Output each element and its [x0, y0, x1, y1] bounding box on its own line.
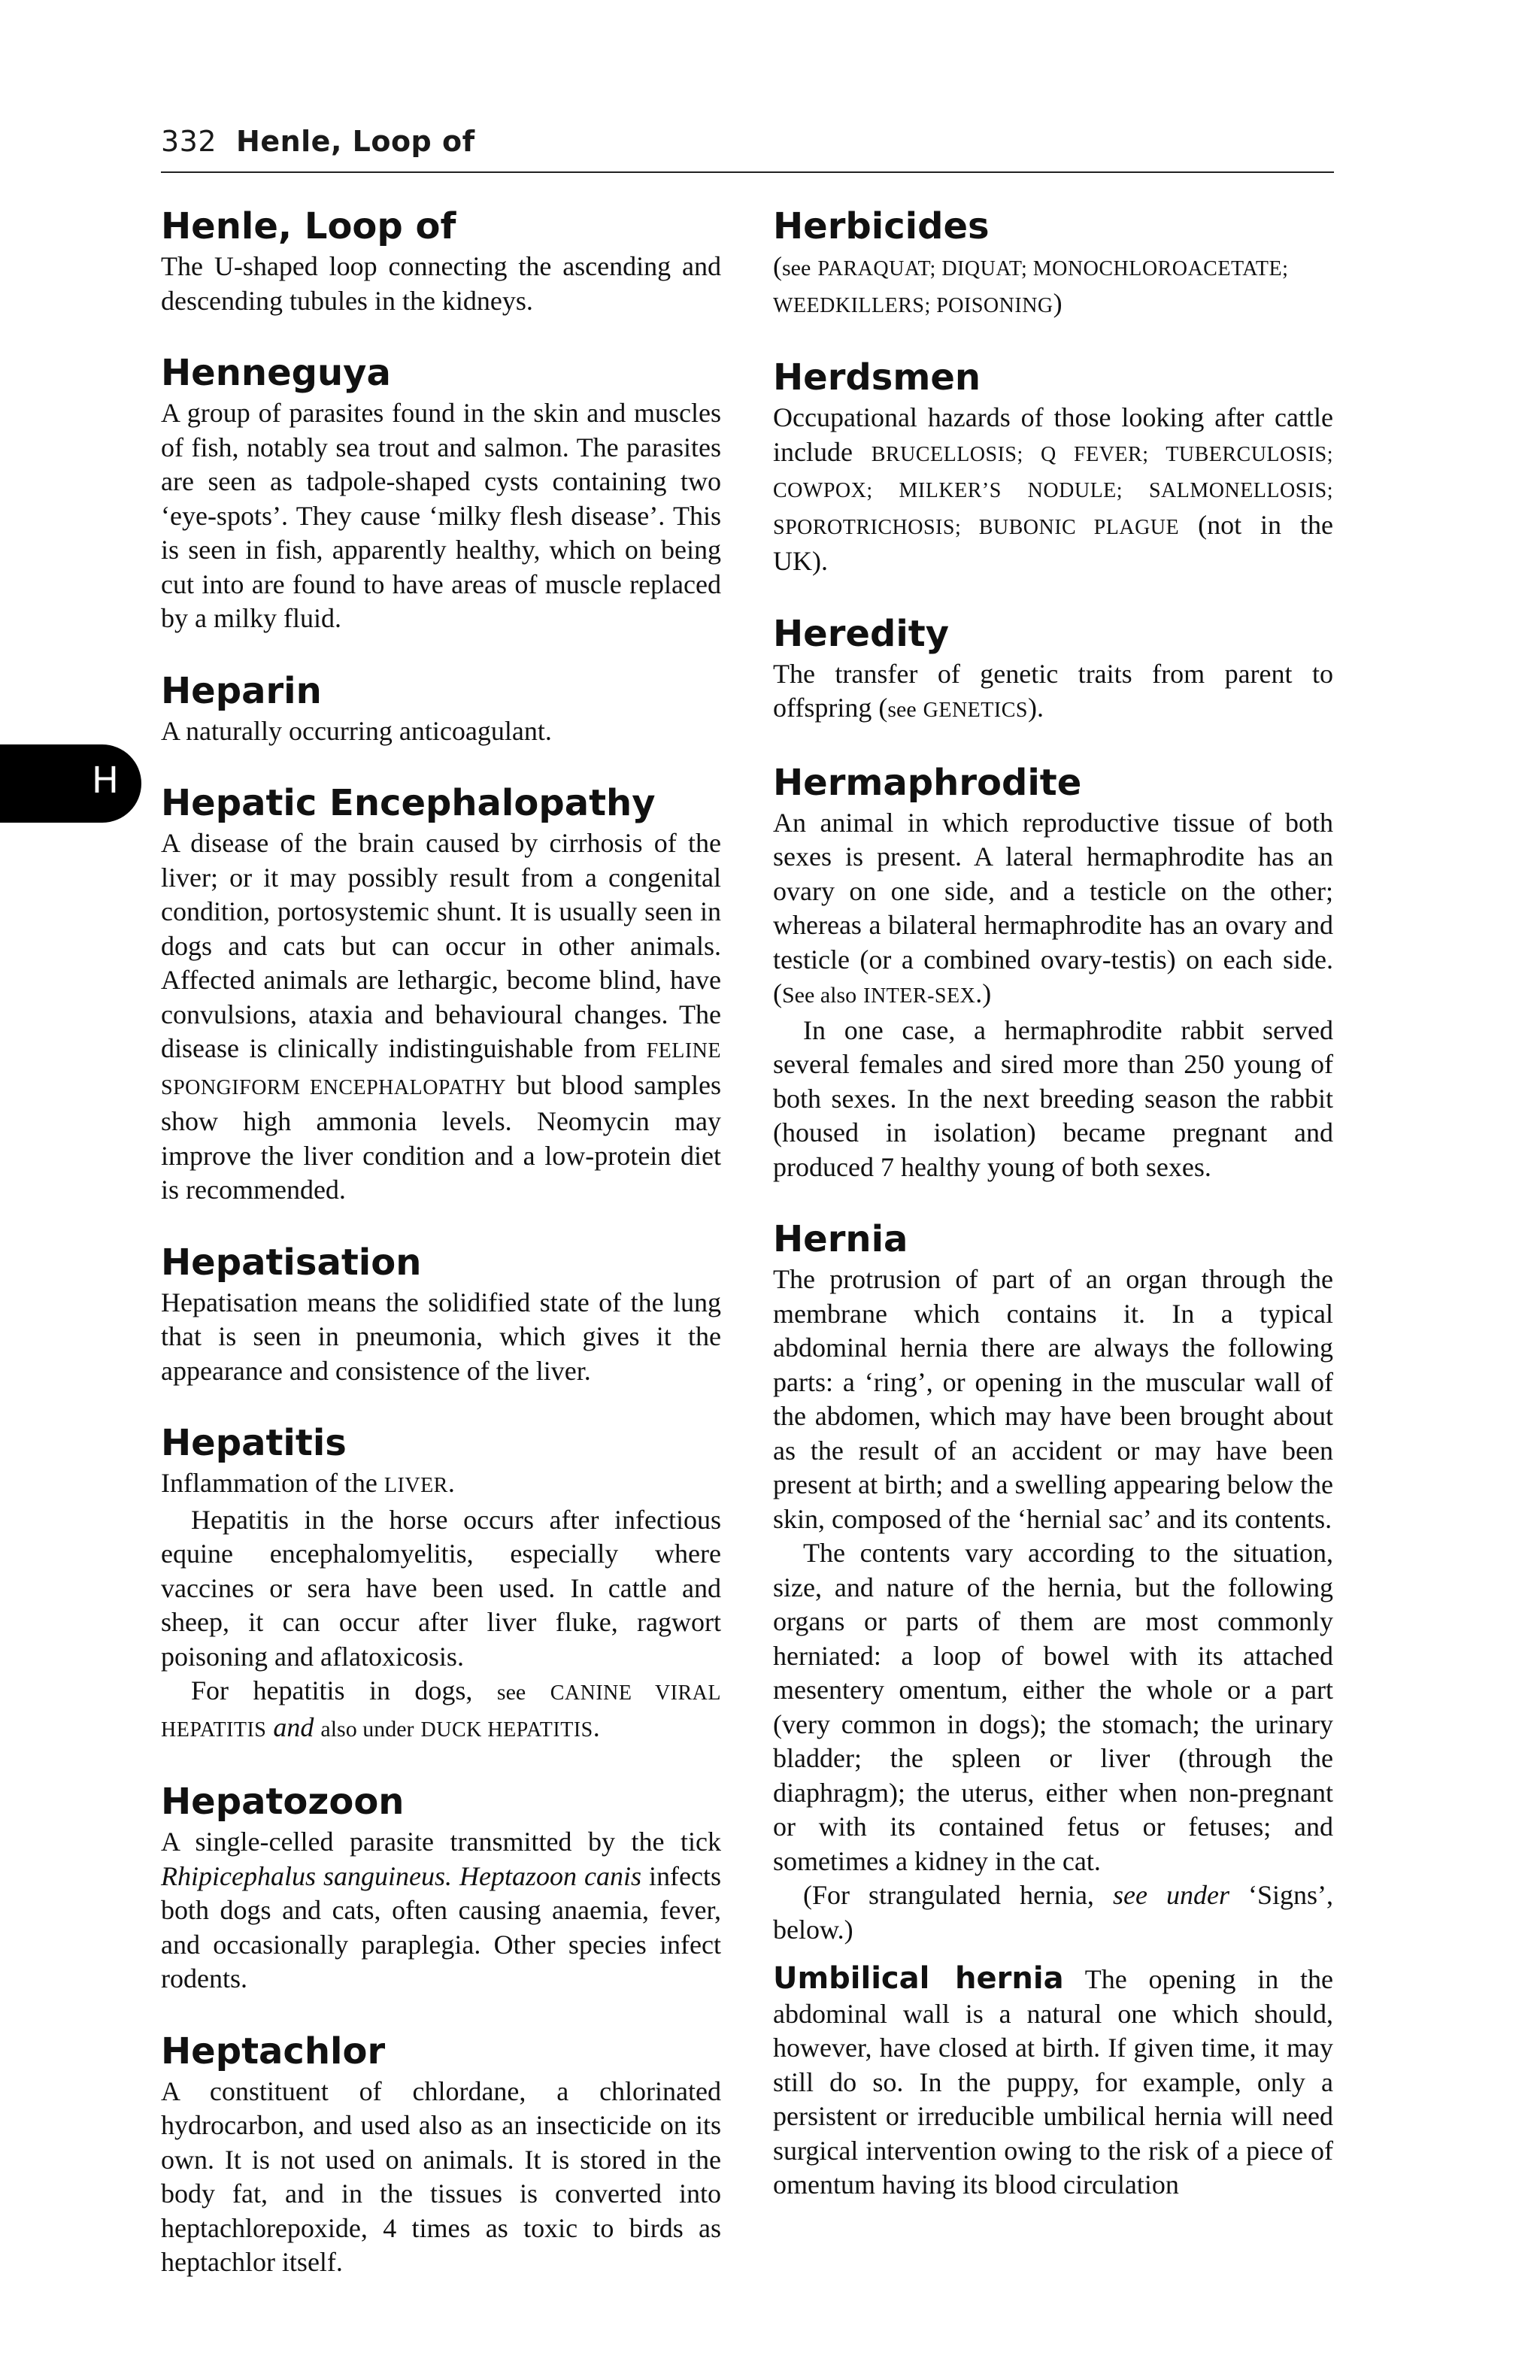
- definition-text: .: [593, 1711, 600, 1742]
- headword: Hepatozoon: [161, 1781, 405, 1823]
- definition: The U-shaped loop connecting the ascending and descending tubules in the kidneys.: [161, 251, 721, 316]
- headword: Heredity: [773, 612, 949, 655]
- see-label: see: [782, 256, 811, 280]
- entry-hernia: [773, 1217, 1333, 2203]
- headword: Hepatisation: [161, 1241, 422, 1284]
- cross-reference-link[interactable]: CANINE VIRAL HEPATITIS: [161, 1681, 722, 1742]
- see-label: see under: [1112, 1880, 1229, 1910]
- cross-reference-link[interactable]: BRUCELLOSIS; Q FEVER; TUBERCULOSIS; COWPOX; MILKER’S NODULE; SALMONELLOSIS; SPOROTRICHOSIS; BUBONIC PLAGUE: [773, 442, 1333, 539]
- entry-heparin: [161, 669, 721, 749]
- header-rule: [161, 171, 1334, 173]
- subheading: Umbilical hernia: [773, 1961, 1064, 1996]
- headword: Hepatitis: [161, 1422, 347, 1464]
- definition-text: .): [975, 978, 992, 1008]
- headword: Hermaphrodite: [773, 761, 1082, 804]
- right-column: [773, 205, 1333, 2203]
- definition-text: Inflammation of the: [161, 1468, 384, 1498]
- running-head: [161, 125, 1334, 158]
- entry-henneguya: [161, 351, 721, 636]
- headword: Herdsmen: [773, 356, 981, 399]
- see-label: See also: [782, 983, 857, 1008]
- definition: [773, 806, 1333, 1014]
- definition: [773, 250, 1333, 323]
- definition: [773, 657, 1333, 728]
- headword: Heparin: [161, 669, 322, 712]
- headword: Hernia: [773, 1218, 908, 1260]
- thumb-index-tab: [0, 744, 141, 823]
- headword: Herbicides: [773, 205, 990, 247]
- definition-text: .: [447, 1468, 455, 1498]
- definition-paragraph: [773, 1878, 1333, 1947]
- definition-text: ).: [1027, 693, 1044, 723]
- definition-text: A single-celled parasite transmitted by the tick: [161, 1827, 721, 1857]
- cross-reference-link[interactable]: LIVER: [383, 1474, 448, 1497]
- entry-herbicides: [773, 205, 1333, 323]
- definition-text: The opening in the abdominal wall is a natural one which should, however, have closed at birth. If given time, it may still do so. In the puppy, for example, only a persistent or irreducible umbilical hernia will need surgical intervention owing to the risk of a piece of omentum having its blood circulation: [773, 1964, 1334, 2200]
- entry-heptachlor: [161, 2030, 721, 2280]
- cross-reference-link[interactable]: GENETICS: [923, 699, 1028, 722]
- species-name: Rhipicephalus sanguineus. Heptazoon canis: [161, 1860, 641, 1891]
- definition-text: Occupational hazards of those looking after cattle include: [773, 402, 1333, 467]
- entry-hepatisation: [161, 1241, 721, 1389]
- definition: [773, 401, 1333, 579]
- definition-text: An animal in which reproductive tissue of both sexes is present. A lateral hermaphrodite has an ovary on one side, and a testicle on the other; whereas a bilateral hermaphrodite has an ovary and testicle (or a combined ovary-testis) on each side. (: [773, 807, 1333, 1008]
- definition-text: but blood samples show high ammonia levels. Neomycin may improve the liver condition and a low-protein diet is recommended.: [161, 1069, 721, 1205]
- entry-heredity: [773, 612, 1333, 728]
- entry-henle-loop: [161, 205, 721, 318]
- definition-paragraph: In one case, a hermaphrodite rabbit served several females and sired more than 250 young of both sexes. In the next breeding season the rabbit (housed in isolation) became pregnant and produced 7 healthy young of both sexes.: [773, 1014, 1333, 1182]
- headword: Henneguya: [161, 352, 391, 394]
- running-title: Henle, Loop of: [236, 125, 475, 158]
- definition-text: A disease of the brain caused by cirrhosis of the liver; or it may possibly result from a congenital condition, portosystemic shunt. It is usually seen in dogs and cats but can occur in other animals. Affected animals are lethargic, become blind, have convulsions, ataxia and behavioural changes. The disease is clinically indistinguishable from: [161, 828, 721, 1063]
- definition-paragraph: The contents vary according to the situation, size, and nature of the hernia, but the following organs or parts of them are most commonly herniated: a loop of bowel with its attached mesentery omentum, either the whole or a part (very common in dogs); the stomach; the urinary bladder; the spleen or liver (through the diaphragm); the uterus, either when non-pregnant or with its contained fetus or fetuses; and sometimes a kidney in the cat.: [773, 1538, 1333, 1876]
- headword: Henle, Loop of: [161, 205, 456, 247]
- definition: A group of parasites found in the skin and muscles of fish, notably sea trout and salmon. The parasites are seen as tadpole-shaped cysts containing two ‘eye-spots’. They cause ‘milky flesh disease’. This is seen in fish, apparently healthy, which on being cut into are found to have areas of muscle replaced by a milky fluid.: [161, 398, 721, 633]
- see-label: also under: [320, 1716, 414, 1742]
- definition-text: infects both dogs and cats, often causing anaemia, fever, and occasionally paraplegia. Other species infect rodents.: [161, 1860, 721, 1993]
- definition-text: (For strangulated hernia,: [803, 1880, 1113, 1910]
- entry-hepatozoon: [161, 1780, 721, 1996]
- cross-reference-link[interactable]: INTER-SEX: [863, 984, 976, 1008]
- paragraph-spacer: [773, 1947, 1333, 1962]
- definition: [161, 1466, 721, 1503]
- and-label: and: [273, 1711, 314, 1742]
- definition: Hepatisation means the solidified state of the lung that is seen in pneumonia, which gives it the appearance and consistence of the liver.: [161, 1287, 721, 1386]
- definition: [161, 1825, 721, 1996]
- definition: A constituent of chlordane, a chlorinated hydrocarbon, and used also as an insecticide on its own. It is not used on animals. It is stored in the body fat, and in the tissues is converted into heptachlorepoxide, 4 times as toxic to birds as heptachlor itself.: [161, 2075, 721, 2277]
- page-number: 332: [161, 125, 217, 158]
- cross-reference-link[interactable]: FELINE SPONGIFORM ENCEPHALOPATHY: [161, 1039, 721, 1099]
- definition-text: The transfer of genetic traits from parent to offspring (: [773, 658, 1333, 723]
- definition-paragraph: [161, 1674, 721, 1747]
- see-label: see: [496, 1680, 526, 1705]
- see-label: see: [887, 697, 917, 722]
- left-column: [161, 205, 721, 2280]
- definition-text: ‘Signs’, below.): [773, 1880, 1333, 1945]
- definition-text: (: [773, 251, 782, 281]
- entry-hermaphrodite: [773, 761, 1333, 1185]
- entry-herdsmen: [773, 356, 1333, 579]
- definition: [161, 826, 721, 1208]
- definition-text: ): [1053, 287, 1063, 318]
- definition-text: For hepatitis in dogs,: [191, 1675, 497, 1705]
- definition: The protrusion of part of an organ through the membrane which contains it. In a typical abdominal hernia there are always the following parts: a ‘ring’, or opening in the muscular wall of the abdomen, which may have been brought about as the result of an accident or may have been present at birth; and a swelling appearing below the skin, composed of the ‘hernial sac’ and its contents.: [773, 1264, 1333, 1534]
- cross-reference-link[interactable]: DUCK HEPATITIS: [420, 1718, 593, 1742]
- subentry-umbilical-hernia: [773, 1962, 1333, 2203]
- entry-hepatitis: [161, 1421, 721, 1747]
- cross-reference-link[interactable]: PARAQUAT; DIQUAT; MONOCHLOROACETATE; WEEDKILLERS; POISONING: [773, 257, 1289, 317]
- definition-text: (not in the UK).: [773, 509, 1333, 576]
- definition: A naturally occurring anticoagulant.: [161, 715, 552, 746]
- definition-paragraph: Hepatitis in the horse occurs after infectious equine encephalomyelitis, especially where vaccines or sera have been used. In cattle and sheep, it can occur after liver fluke, ragwort poisoning and aflatoxicosis.: [161, 1504, 721, 1672]
- headword: Heptachlor: [161, 2030, 386, 2072]
- entry-hepatic-encephalopathy: [161, 781, 721, 1208]
- headword: Hepatic Encephalopathy: [161, 782, 656, 824]
- thumb-tab-letter: H: [91, 759, 119, 802]
